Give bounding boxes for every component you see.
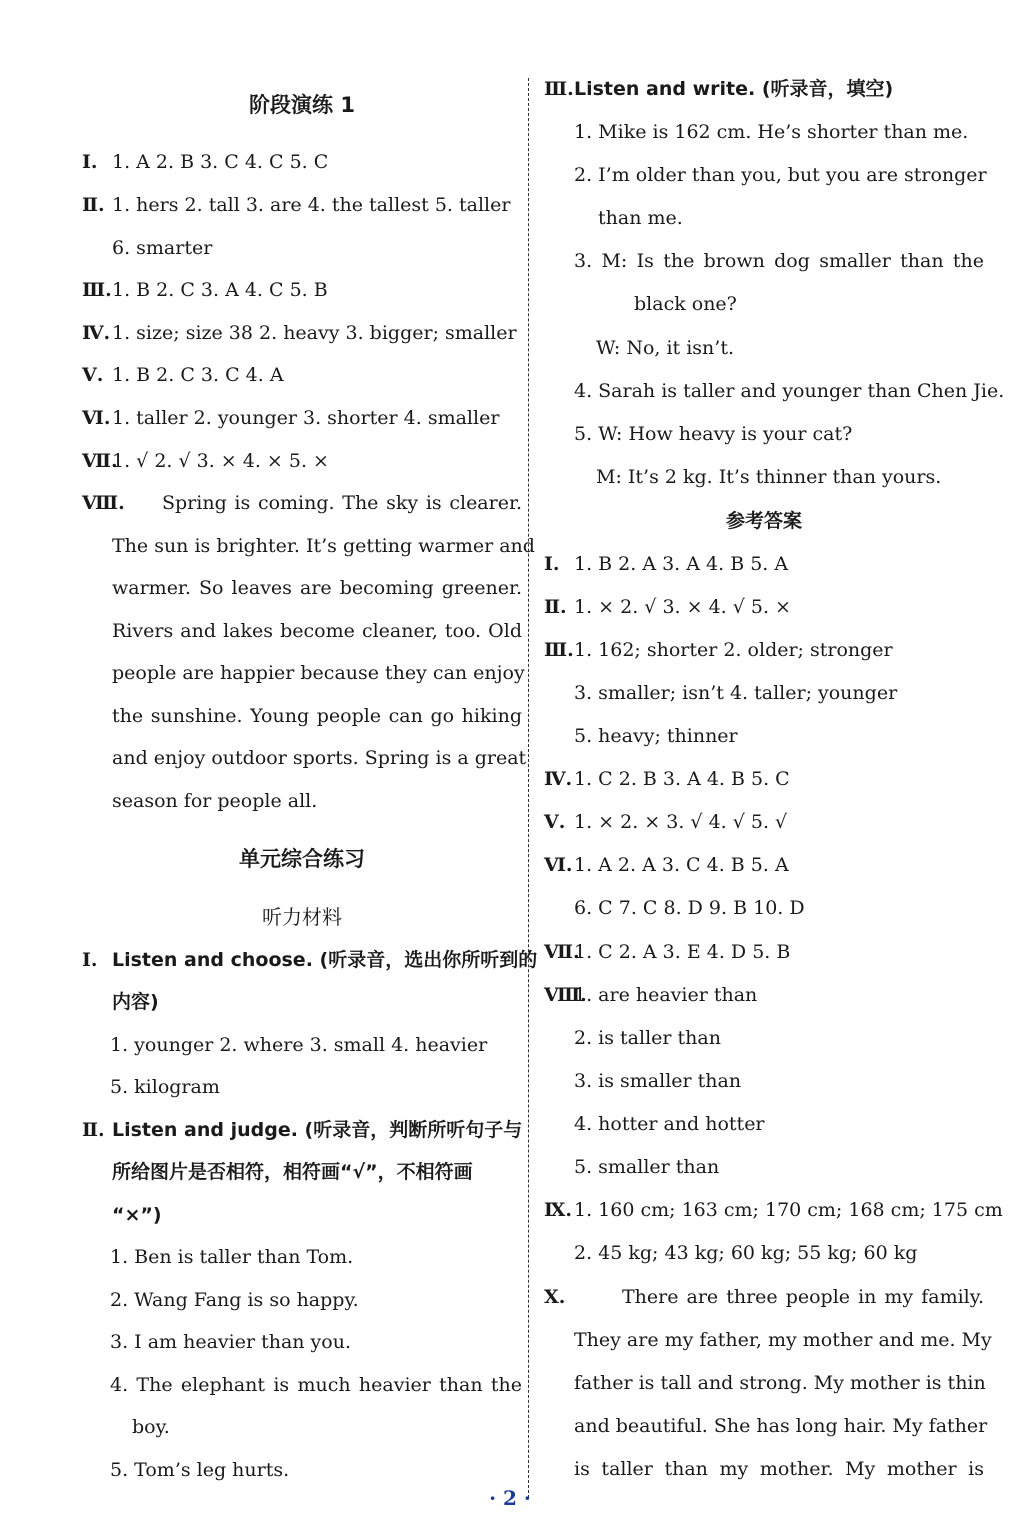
list-item: 3. I am heavier than you. (110, 1331, 352, 1353)
list-item: 3. M: Is the brown dog smaller than the (574, 250, 984, 272)
paragraph-line: and enjoy outdoor sports. Spring is a great (112, 747, 527, 769)
list-item: than me. (598, 207, 683, 229)
answer-line: Ⅴ. 1. B 2. C 3. C 4. A (82, 364, 284, 386)
section-heading-cont: 所给图片是否相符，相符画“√”，不相符画 (112, 1161, 473, 1183)
list-item: 5. W: How heavy is your cat? (574, 423, 853, 445)
section-heading: Ⅲ. Listen and write. (听录音，填空) (544, 78, 894, 100)
answer-line: 3. is smaller than (574, 1070, 742, 1092)
list-item: 2. I’m older than you, but you are stronger (574, 164, 987, 186)
answer-line: Ⅳ. 1. C 2. B 3. A 4. B 5. C (544, 768, 790, 790)
answer-line: 6. C 7. C 8. D 9. B 10. D (574, 897, 805, 919)
answer-line: Ⅴ. 1. × 2. × 3. √ 4. √ 5. √ (544, 811, 788, 833)
paragraph-line: people are happier because they can enjoy (112, 662, 525, 684)
answer-line: 4. hotter and hotter (574, 1113, 765, 1135)
list-item: 4. The elephant is much heavier than the (110, 1374, 522, 1396)
paragraph-line: season for people all. (112, 790, 318, 812)
list-item: M: It’s 2 kg. It’s thinner than yours. (596, 466, 942, 488)
section-heading-cont: “×”) (112, 1204, 162, 1226)
answer-line: Ⅵ. 1. taller 2. younger 3. shorter 4. smaller (82, 407, 500, 429)
paragraph-line: the sunshine. Young people can go hiking (112, 705, 522, 727)
answer-line: 5. smaller than (574, 1156, 720, 1178)
answer-line: Ⅶ. 1. √ 2. √ 3. × 4. × 5. × (82, 450, 329, 472)
list-item: boy. (132, 1416, 170, 1438)
paragraph-line: They are my father, my mother and me. My (574, 1329, 992, 1351)
list-item: 5. Tom’s leg hurts. (110, 1459, 290, 1481)
answer-line: 6. smarter (112, 237, 213, 259)
paragraph-line: and beautiful. She has long hair. My father (574, 1415, 988, 1437)
answer-line: Ⅲ. 1. 162; shorter 2. older; stronger (544, 639, 893, 661)
answers-title: 参考答案 (725, 510, 802, 532)
answer-line: Ⅰ. 1. A 2. B 3. C 4. C 5. C (82, 151, 329, 173)
column-divider (528, 78, 529, 1498)
answer-line: Ⅱ. 1. × 2. √ 3. × 4. √ 5. × (544, 596, 791, 618)
paragraph-line: Rivers and lakes become cleaner, too. Old (112, 620, 522, 642)
list-item: 1. Mike is 162 cm. He’s shorter than me. (574, 121, 969, 143)
page-number: · 2 · (489, 1486, 531, 1510)
paragraph-line: warmer. So leaves are becoming greener. (112, 577, 522, 599)
list-item: 5. kilogram (110, 1076, 220, 1098)
paragraph-line: is taller than my mother. My mother is (574, 1458, 984, 1480)
answer-line: Ⅰ. 1. B 2. A 3. A 4. B 5. A (544, 553, 789, 575)
answer-line: 5. heavy; thinner (574, 725, 738, 747)
paragraph-line: The sun is brighter. It’s getting warmer and (112, 535, 535, 557)
list-item: 1. younger 2. where 3. small 4. heavier (110, 1034, 488, 1056)
answer-line: Ⅱ. 1. hers 2. tall 3. are 4. the tallest 5. taller (82, 194, 511, 216)
answer-line: Ⅲ. 1. B 2. C 3. A 4. C 5. B (82, 279, 328, 301)
section-title-unit-exercise: 单元综合练习 (239, 847, 365, 871)
section-title-stage-practice: 阶段演练 1 (249, 93, 355, 117)
answer-line: 3. smaller; isn’t 4. taller; younger (574, 682, 898, 704)
answer-line: Ⅶ. 1. C 2. A 3. E 4. D 5. B (544, 941, 791, 963)
answer-line: 2. 45 kg; 43 kg; 60 kg; 55 kg; 60 kg (574, 1242, 918, 1264)
list-item: 1. Ben is taller than Tom. (110, 1246, 354, 1268)
list-item: W: No, it isn’t. (596, 337, 734, 359)
answer-line: Ⅵ. 1. A 2. A 3. C 4. B 5. A (544, 854, 789, 876)
section-heading: Ⅱ. Listen and judge. (听录音，判断所听句子与 (82, 1119, 523, 1141)
paragraph-line: Ⅷ. Spring is coming. The sky is clearer. (82, 492, 522, 514)
paragraph-line: father is tall and strong. My mother is thin (574, 1372, 986, 1394)
answer-line: Ⅸ. 1. 160 cm; 163 cm; 170 cm; 168 cm; 175 cm (544, 1199, 1003, 1221)
subtitle-listening-material: 听力材料 (262, 905, 342, 929)
section-heading: Ⅰ. Listen and choose. (听录音，选出你所听到的 (82, 949, 538, 971)
answer-line: 2. is taller than (574, 1027, 721, 1049)
answer-line: Ⅷ. 1. are heavier than (544, 984, 758, 1006)
paragraph-line: Ⅹ. There are three people in my family. (544, 1286, 984, 1308)
answer-line: Ⅳ. 1. size; size 38 2. heavy 3. bigger; smaller (82, 322, 517, 344)
list-item: 4. Sarah is taller and younger than Chen Jie. (574, 380, 1005, 402)
list-item: black one? (634, 293, 737, 315)
list-item: 2. Wang Fang is so happy. (110, 1289, 359, 1311)
section-heading-cont: 内容) (112, 991, 159, 1013)
